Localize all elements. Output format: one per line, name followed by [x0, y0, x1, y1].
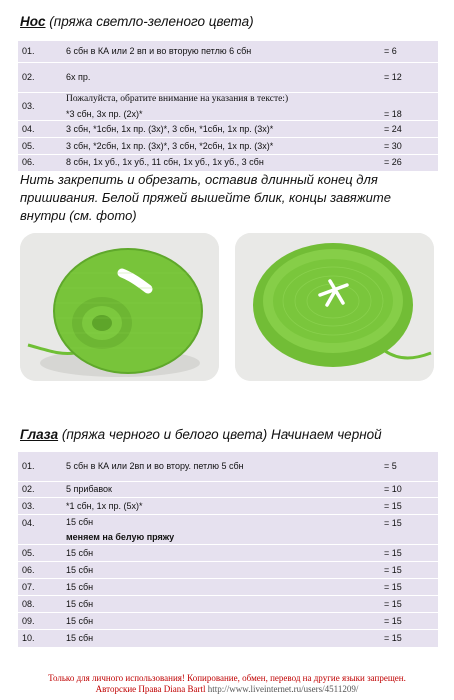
- row-result: = 15: [380, 630, 438, 647]
- row-instruction: [62, 515, 380, 545]
- row-number: 02.: [18, 63, 62, 93]
- row-result: = 15: [380, 579, 438, 596]
- row-instruction-line2: *3 сбн, 3х пр. (2х)*: [66, 108, 143, 119]
- row-instruction: 3 сбн, *2сбн, 1х пр. (3х)*, 3 сбн, *2сбн, 1х пр. (3х)*: [62, 138, 380, 155]
- row-number: 04.: [18, 515, 62, 545]
- nose-heading-rest: (пряжа светло-зеленого цвета): [45, 14, 254, 29]
- row-result: = 12: [380, 63, 438, 93]
- row-result: = 24: [380, 121, 438, 138]
- table-row: [18, 41, 438, 63]
- table-row: [18, 579, 438, 596]
- row-result: = 6: [380, 41, 438, 63]
- copyright-line: Только для личного использования! Копирование, обмен, перевод на другие языки запрещен.: [48, 673, 406, 683]
- row-instruction: 15 сбн: [62, 613, 380, 630]
- copyright-footer: [0, 673, 454, 695]
- row-instruction: 15 сбн: [62, 579, 380, 596]
- row-instruction: 15 сбн: [62, 596, 380, 613]
- row-number: 02.: [18, 482, 62, 498]
- row-result: = 15: [380, 562, 438, 579]
- author-credit: Авторские Права Diana Bartl: [95, 684, 206, 694]
- eyes-heading-bold: Глаза: [20, 427, 59, 442]
- row-number: 03.: [18, 498, 62, 515]
- yarn-change-note: меняем на белую пряжу: [66, 531, 175, 542]
- row-result: = 15: [380, 613, 438, 630]
- author-line: [0, 684, 454, 695]
- table-row: [18, 63, 438, 93]
- row-instruction: 6 сбн в КА или 2 вп и во вторую петлю 6 сбн: [62, 41, 380, 63]
- row-instruction: 15 сбн: [62, 545, 380, 562]
- row-result: = 15: [380, 498, 438, 515]
- row-number: 10.: [18, 630, 62, 647]
- nose-front-photo: [20, 233, 219, 381]
- row-number: 06.: [18, 155, 62, 171]
- table-row: [18, 515, 438, 545]
- table-row: [18, 545, 438, 562]
- table-row: [18, 155, 438, 171]
- row-result: = 15: [380, 596, 438, 613]
- table-row: [18, 630, 438, 647]
- row-result: = 5: [380, 452, 438, 482]
- row-instruction: 15 сбн: [62, 630, 380, 647]
- row-instruction: 3 сбн, *1сбн, 1х пр. (3х)*, 3 сбн, *1сбн, 1х пр. (3х)*: [62, 121, 380, 138]
- nose-inside-photo: [235, 233, 434, 381]
- row-number: 03.: [18, 93, 62, 121]
- row-instruction: 15 сбн: [62, 562, 380, 579]
- row-instruction-line1: 15 сбн: [66, 516, 94, 527]
- row-number: 01.: [18, 452, 62, 482]
- watermark-url[interactable]: http://www.liveinternet.ru/users/4511209/: [207, 684, 359, 694]
- row-number: 08.: [18, 596, 62, 613]
- row-result: = 26: [380, 155, 438, 171]
- row-result: = 18: [380, 93, 438, 121]
- table-row: [18, 452, 438, 482]
- row-number: 05.: [18, 138, 62, 155]
- row-result: = 30: [380, 138, 438, 155]
- table-row: [18, 498, 438, 515]
- row-instruction: [62, 93, 380, 121]
- row-number: 04.: [18, 121, 62, 138]
- table-row: [18, 93, 438, 121]
- row-result: = 15: [380, 545, 438, 562]
- row-number: 07.: [18, 579, 62, 596]
- row-number: 06.: [18, 562, 62, 579]
- table-row: [18, 482, 438, 498]
- row-instruction: 5 сбн в КА или 2вп и во втору. петлю 5 сбн: [62, 452, 380, 482]
- nose-heading-bold: Нос: [20, 14, 46, 29]
- nose-heading: [20, 14, 254, 29]
- row-result: = 15: [380, 515, 438, 545]
- row-number: 09.: [18, 613, 62, 630]
- table-row: [18, 613, 438, 630]
- table-row: [18, 596, 438, 613]
- table-row: [18, 138, 438, 155]
- nose-pattern-table: [18, 40, 438, 171]
- row-instruction: 6х пр.: [62, 63, 380, 93]
- row-instruction-note: Пожалуйста, обратите внимание на указания в тексте:): [66, 93, 289, 104]
- table-row: [18, 562, 438, 579]
- row-number: 05.: [18, 545, 62, 562]
- table-row: [18, 121, 438, 138]
- nose-note: Нить закрепить и обрезать, оставив длинный конец для пришивания. Белой пряжей вышейте блик, концы завяжите внутри (см. фото): [20, 172, 391, 223]
- eyes-heading: [20, 427, 382, 442]
- row-number: 01.: [18, 41, 62, 63]
- row-instruction: 8 сбн, 1х уб., 1х уб., 11 сбн, 1х уб., 1х уб., 3 сбн: [62, 155, 380, 171]
- row-instruction: 5 прибавок: [62, 482, 380, 498]
- eyes-pattern-table: [18, 451, 438, 647]
- row-result: = 10: [380, 482, 438, 498]
- eyes-heading-rest: (пряжа черного и белого цвета) Начинаем черной: [58, 427, 382, 442]
- row-instruction: *1 сбн, 1х пр. (5х)*: [62, 498, 380, 515]
